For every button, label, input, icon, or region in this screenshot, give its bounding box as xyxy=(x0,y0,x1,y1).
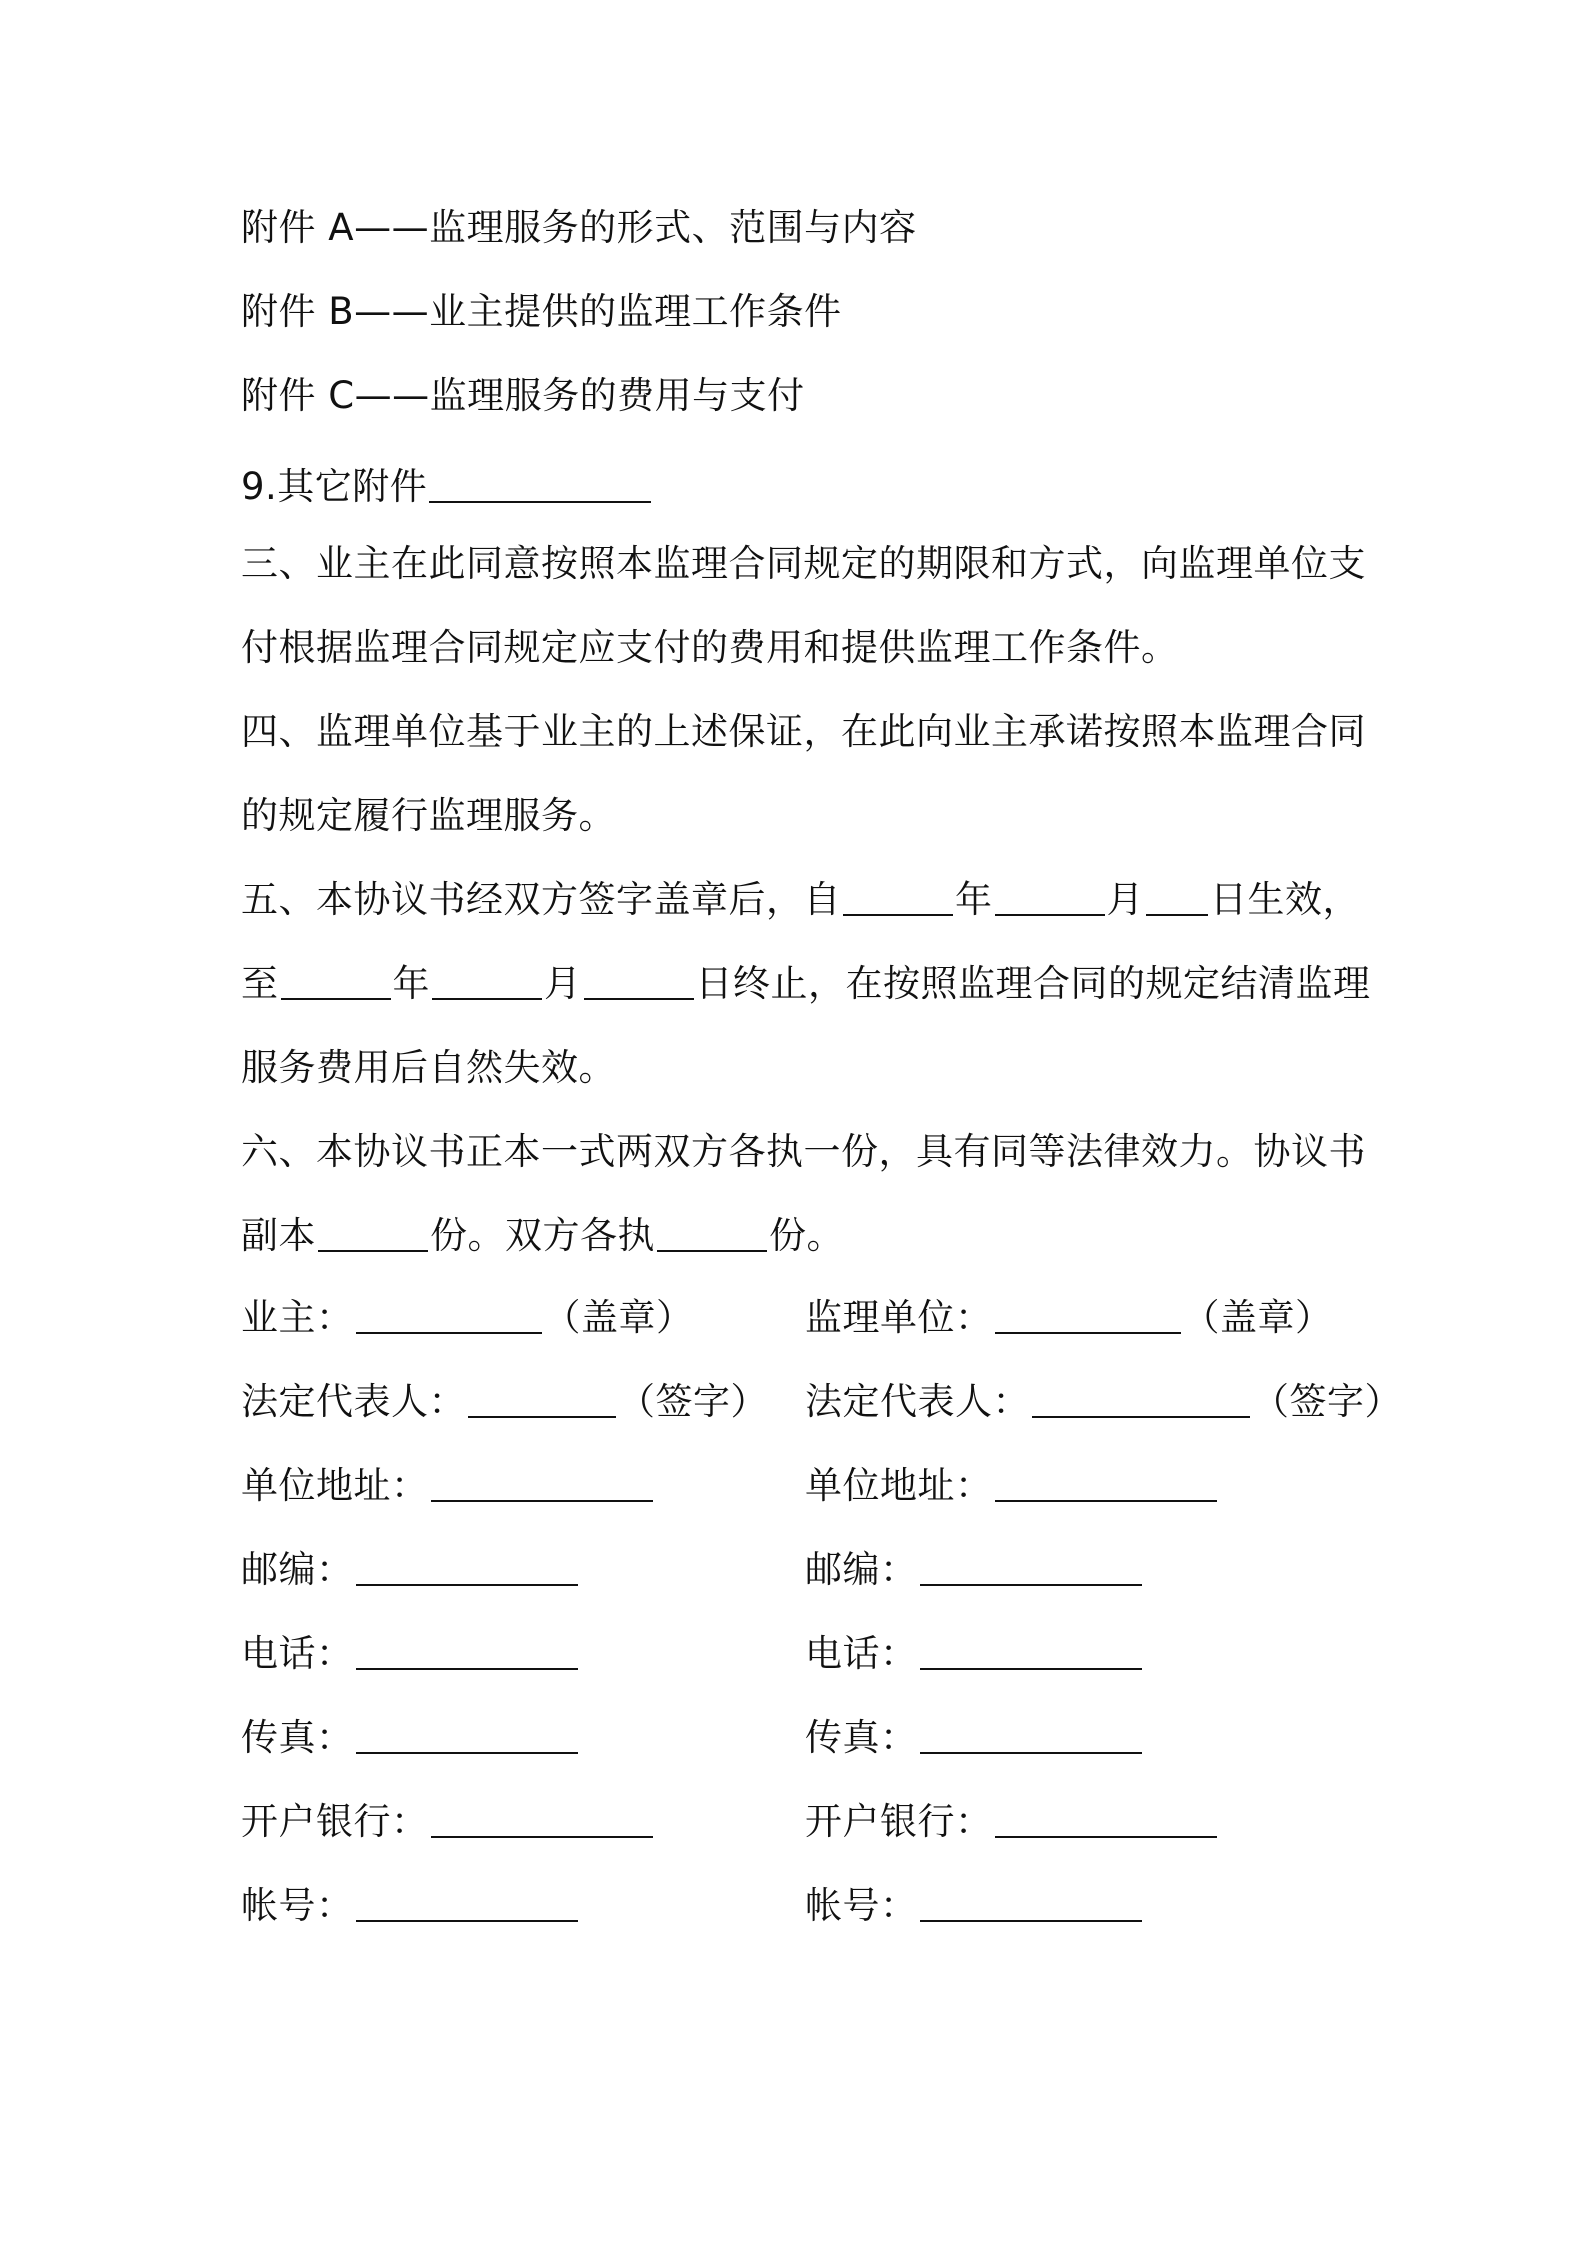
end-year-blank xyxy=(281,958,391,1000)
clause-4-line-2: 的规定履行监理服务。 xyxy=(241,794,616,837)
supervisor-address-label: 单位地址： xyxy=(805,1464,993,1507)
end-to-label: 至 xyxy=(241,962,279,1005)
supervisor-rep-sign: （签字） xyxy=(1252,1380,1402,1423)
owner-label: 业主： xyxy=(241,1296,354,1339)
owner-account-blank xyxy=(356,1880,578,1922)
supervisor-bank-blank xyxy=(995,1796,1217,1838)
owner-line xyxy=(241,1290,694,1346)
owner-account-label: 帐号： xyxy=(241,1884,354,1927)
owner-fax-line xyxy=(241,1710,580,1766)
owner-bank-line xyxy=(241,1794,655,1850)
clause-5-line-1 xyxy=(241,872,1371,928)
supervisor-rep-line xyxy=(805,1374,1402,1430)
clause-6-line-2 xyxy=(241,1208,1371,1264)
supervisor-postcode-label: 邮编： xyxy=(805,1548,918,1591)
clause-4-line-1: 四、监理单位基于业主的上述保证，在此向业主承诺按照本监理合同 xyxy=(241,710,1366,753)
supervisor-fax-label: 传真： xyxy=(805,1716,918,1759)
owner-bank-label: 开户银行： xyxy=(241,1800,429,1843)
supervisor-blank xyxy=(995,1292,1181,1334)
end-day-label: 日终止，在按照监理合同的规定结清监理 xyxy=(695,962,1371,1005)
owner-bank-blank xyxy=(431,1796,653,1838)
supervisor-phone-blank xyxy=(920,1628,1142,1670)
owner-account-line xyxy=(241,1878,580,1934)
owner-rep-label: 法定代表人： xyxy=(241,1380,466,1423)
owner-address-blank xyxy=(431,1460,653,1502)
owner-phone-label: 电话： xyxy=(241,1632,354,1675)
supervisor-line xyxy=(805,1290,1333,1346)
supervisor-label: 监理单位： xyxy=(805,1296,993,1339)
supervisor-rep-label: 法定代表人： xyxy=(805,1380,1030,1423)
supervisor-postcode-line xyxy=(805,1542,1144,1598)
end-month-blank xyxy=(432,958,542,1000)
other-attachments-blank xyxy=(429,461,651,503)
copies-suffix: 份。 xyxy=(769,1214,844,1257)
copies-prefix: 副本 xyxy=(241,1214,316,1257)
end-month-label: 月 xyxy=(544,962,582,1005)
clause-3-line-2: 付根据监理合同规定应支付的费用和提供监理工作条件。 xyxy=(241,626,1179,669)
other-attachments-line xyxy=(241,459,1371,515)
supervisor-account-label: 帐号： xyxy=(805,1884,918,1927)
clause-6-line-1: 六、本协议书正本一式两双方各执一份，具有同等法律效力。协议书 xyxy=(241,1130,1366,1173)
effective-month-blank xyxy=(995,874,1105,916)
copies-each-blank xyxy=(657,1210,767,1252)
owner-phone-line xyxy=(241,1626,580,1682)
owner-rep-blank xyxy=(468,1376,616,1418)
copies-mid: 份。双方各执 xyxy=(430,1214,655,1257)
supervisor-bank-label: 开户银行： xyxy=(805,1800,993,1843)
attachment-a: 附件 A——监理服务的形式、范围与内容 xyxy=(241,206,917,249)
owner-address-line xyxy=(241,1458,655,1514)
owner-address-label: 单位地址： xyxy=(241,1464,429,1507)
clause-5-prefix: 五、本协议书经双方签字盖章后，自 xyxy=(241,878,841,921)
end-year-label: 年 xyxy=(392,962,430,1005)
supervisor-fax-blank xyxy=(920,1712,1142,1754)
supervisor-postcode-blank xyxy=(920,1544,1142,1586)
effective-month-label: 月 xyxy=(1106,878,1144,921)
owner-postcode-label: 邮编： xyxy=(241,1548,354,1591)
supervisor-account-line xyxy=(805,1878,1144,1934)
attachment-b: 附件 B——业主提供的监理工作条件 xyxy=(241,290,842,333)
effective-year-blank xyxy=(843,874,953,916)
supervisor-rep-blank xyxy=(1032,1376,1250,1418)
owner-seal: （盖章） xyxy=(543,1296,694,1339)
copies-count-blank xyxy=(318,1210,428,1252)
other-attachments-label: 9.其它附件 xyxy=(241,465,428,508)
owner-postcode-blank xyxy=(356,1544,578,1586)
owner-postcode-line xyxy=(241,1542,580,1598)
owner-blank xyxy=(356,1292,542,1334)
clause-5-line-3: 服务费用后自然失效。 xyxy=(241,1046,616,1089)
effective-day-label: 日生效， xyxy=(1210,878,1360,921)
supervisor-seal: （盖章） xyxy=(1182,1296,1333,1339)
owner-rep-sign: （签字） xyxy=(618,1380,768,1423)
supervisor-address-line xyxy=(805,1458,1219,1514)
supervisor-phone-line xyxy=(805,1626,1144,1682)
attachment-c: 附件 C——监理服务的费用与支付 xyxy=(241,374,805,417)
supervisor-phone-label: 电话： xyxy=(805,1632,918,1675)
effective-year-label: 年 xyxy=(955,878,993,921)
owner-phone-blank xyxy=(356,1628,578,1670)
end-day-blank xyxy=(584,958,694,1000)
owner-fax-blank xyxy=(356,1712,578,1754)
effective-day-blank xyxy=(1146,874,1208,916)
clause-3-line-1: 三、业主在此同意按照本监理合同规定的期限和方式，向监理单位支 xyxy=(241,542,1366,585)
supervisor-bank-line xyxy=(805,1794,1219,1850)
supervisor-address-blank xyxy=(995,1460,1217,1502)
supervisor-account-blank xyxy=(920,1880,1142,1922)
clause-5-line-2 xyxy=(241,956,1371,1012)
owner-rep-line xyxy=(241,1374,768,1430)
supervisor-fax-line xyxy=(805,1710,1144,1766)
owner-fax-label: 传真： xyxy=(241,1716,354,1759)
